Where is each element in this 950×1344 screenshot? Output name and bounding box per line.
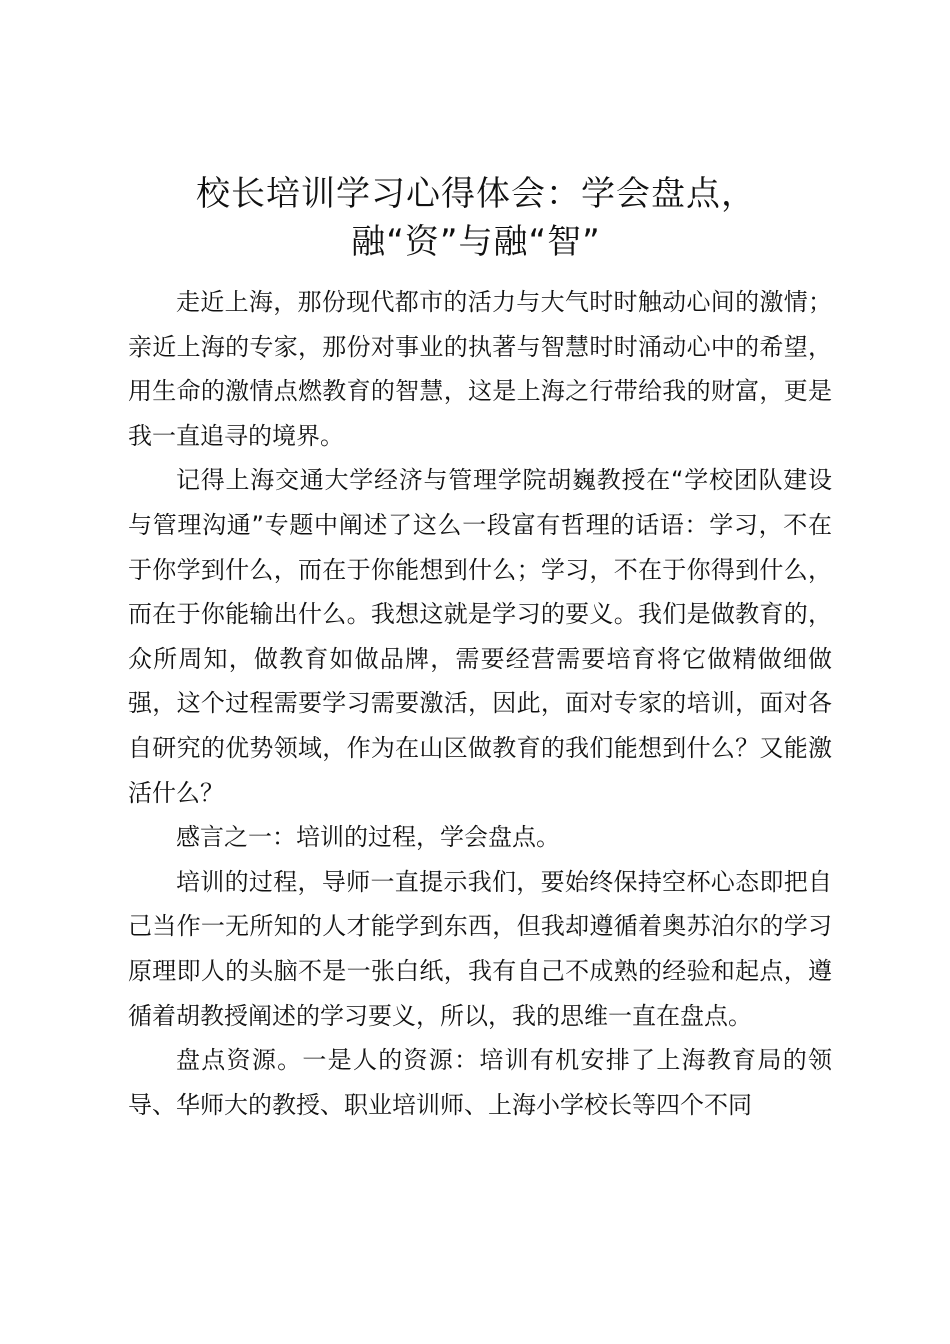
paragraph-1: 走近上海，那份现代都市的活力与大气时时触动心间的激情；亲近上海的专家，那份对事业的执著与智慧时时涌动心中的希望，用生命的激情点燃教育的智慧，这是上海之行带给我的财富，更是我一直追寻的境界。 xyxy=(128,288,832,450)
paragraph-2: 记得上海交通大学经济与管理学院胡巍教授在“学校团队建设与管理沟通”专题中阐述了这么一段富有哲理的话语：学习，不在于你学到什么，而在于你能想到什么；学习，不在于你得到什么，而在于你能输出什么。我想这就是学习的要义。我们是做教育的，众所周知，做教育如做品牌，需要经营需要培育将它做精做细做强，这个过程需要学习需要激活，因此，面对专家的培训，面对各自研究的优势领域，作为在山区做教育的我们能想到什么？又能激活什么？ xyxy=(128,466,832,807)
document-title: 校长培训学习心得体会：学会盘点， 融“资”与融“智” xyxy=(196,174,756,262)
paragraph-3: 感言之一：培训的过程，学会盘点。 xyxy=(176,823,560,852)
paragraph-5: 盘点资源。一是人的资源：培训有机安排了上海教育局的领导、华师大的教授、职业培训师、上海小学校长等四个不同 xyxy=(128,1046,832,1119)
paragraph-4: 培训的过程，导师一直提示我们，要始终保持空杯心态即把自己当作一无所知的人才能学到东西，但我却遵循着奥苏泊尔的学习原理即人的头脑不是一张白纸，我有自己不成熟的经验和起点，遵循着胡教授阐述的学习要义，所以，我的思维一直在盘点。 xyxy=(128,867,832,1030)
document-body xyxy=(128,280,832,1127)
